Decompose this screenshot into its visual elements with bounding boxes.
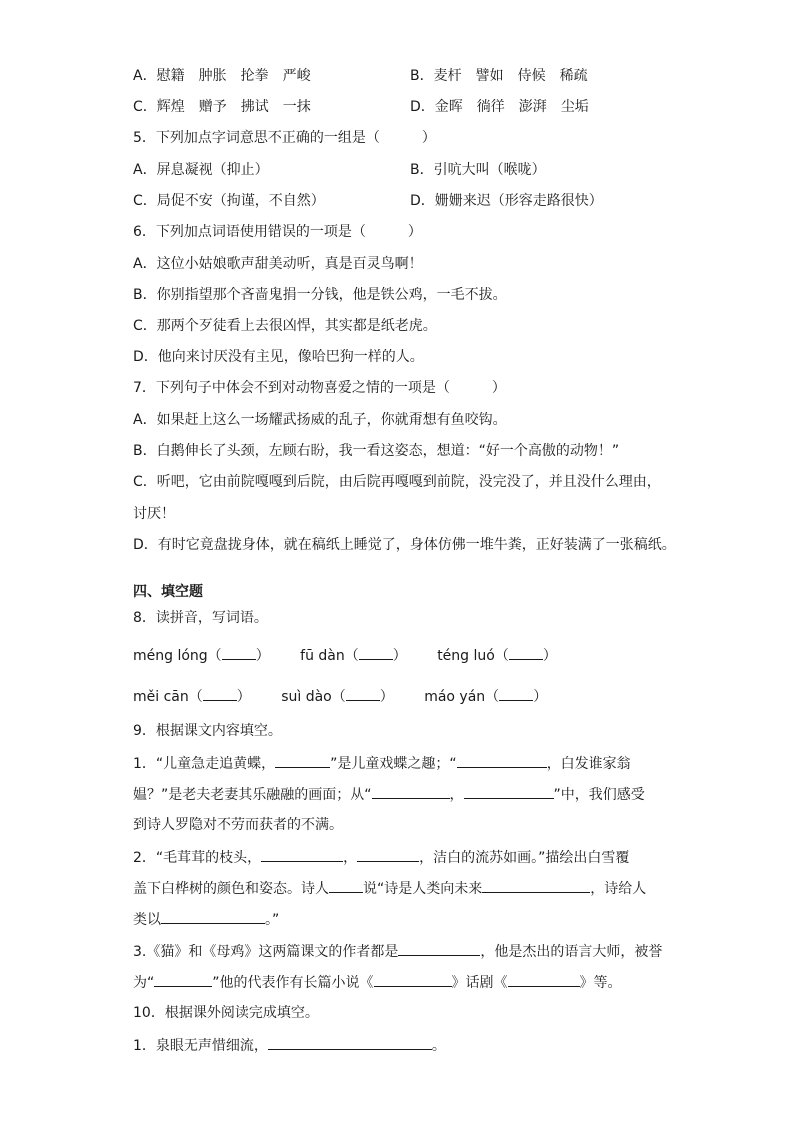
paren-close: ） [255, 648, 270, 664]
q4-option-b: B．麦杆 譬如 侍候 稀疏 [410, 68, 588, 84]
q5-option-c: C．局促不安（拘谨，不自然） [133, 193, 325, 209]
q4-option-d: D．金晖 徜徉 澎湃 尘垢 [410, 99, 589, 115]
pinyin-item [437, 645, 557, 666]
text: 1．泉眼无声惜细流， [133, 1038, 268, 1054]
q5-option-d: D．姗姗来迟（形容走路很快） [410, 193, 603, 209]
section-heading: 四、填空题 [133, 584, 203, 600]
text: 说“诗是人类向未来 [363, 881, 483, 897]
answer-blank[interactable] [268, 1035, 432, 1050]
q7-stem: 7．下列句子中体会不到对动物喜爱之情的一项是（ ） [133, 380, 506, 396]
q6-option-c: C．那两个歹徒看上去很凶悍，其实都是纸老虎。 [133, 318, 437, 334]
q8-stem: 8．读拼音，写词语。 [133, 610, 268, 626]
pinyin-text: fū dàn（ [300, 648, 359, 664]
pinyin-item [133, 645, 270, 666]
answer-blank[interactable] [346, 686, 380, 701]
q8-row-2 [133, 686, 573, 707]
pinyin-item [424, 686, 547, 707]
answer-blank[interactable] [275, 753, 330, 768]
answer-blank[interactable] [372, 784, 450, 799]
q7-option-c-cont: 讨厌！ [133, 506, 175, 522]
text: ”中，我们感受 [553, 787, 645, 803]
q9-part1-line2 [133, 784, 645, 805]
pinyin-text: suì dào（ [281, 689, 346, 705]
q9-part1-line3: 到诗人罗隐对不劳而获者的不满。 [133, 817, 343, 833]
q5-option-b: B．引吭大叫（喉咙） [410, 162, 546, 178]
q5-stem: 5．下列加点字词意思不正确的一组是（ ） [133, 130, 436, 146]
text: 1．“儿童急走追黄蝶， [133, 756, 276, 772]
text: 》话剧《 [451, 975, 508, 991]
q9-stem: 9．根据课文内容填空。 [133, 723, 282, 739]
q5-option-a: A．屏息凝视（抑止） [133, 162, 269, 178]
text: 》等。 [579, 975, 622, 991]
answer-blank[interactable] [374, 972, 452, 987]
pinyin-item [300, 645, 407, 666]
answer-blank[interactable] [398, 941, 480, 956]
text: ，诗给人 [590, 881, 647, 897]
text: ， [449, 787, 464, 803]
q7-option-b: B．白鹅伸长了头颈，左顾右盼，我一看这姿态，想道：“好一个高傲的动物！” [133, 443, 620, 459]
q4-option-c: C．辉煌 赠予 拂试 一抹 [133, 99, 311, 115]
pinyin-item [133, 686, 251, 707]
answer-blank[interactable] [509, 645, 543, 660]
q7-option-d: D．有时它竟盘拢身体，就在稿纸上睡觉了，身体仿佛一堆牛粪，正好装满了一张稿纸。 [133, 537, 676, 553]
paren-close: ） [542, 648, 557, 664]
text: ”他的代表作有长篇小说《 [212, 975, 374, 991]
answer-blank[interactable] [464, 784, 554, 799]
pinyin-text: méng lóng（ [133, 648, 222, 664]
q9-part1-line1 [133, 753, 631, 774]
paren-close: ） [392, 648, 407, 664]
q10-part1 [133, 1035, 446, 1056]
answer-blank[interactable] [154, 972, 212, 987]
q8-row-1 [133, 645, 583, 666]
pinyin-text: máo yán（ [424, 689, 500, 705]
answer-blank[interactable] [457, 753, 547, 768]
text: 。” [265, 912, 280, 928]
paren-close: ） [533, 689, 548, 705]
answer-blank[interactable] [329, 878, 363, 893]
answer-blank[interactable] [508, 972, 580, 987]
q4-option-a: A．慰籍 肿胀 抡拳 严峻 [133, 68, 311, 84]
answer-blank[interactable] [261, 847, 343, 862]
q7-option-c: C．听吧，它由前院嘎嘎到后院，由后院再嘎嘎到前院，没完没了，并且没什么理由， [133, 474, 661, 490]
paren-close: ） [379, 689, 394, 705]
answer-blank[interactable] [482, 878, 590, 893]
pinyin-item [281, 686, 394, 707]
q6-option-d: D．他向来讨厌没有主见，像哈巴狗一样的人。 [133, 349, 424, 365]
q9-part2-line2 [133, 878, 646, 899]
q9-part2-line1 [133, 847, 629, 868]
q6-option-a: A．这位小姑娘歌声甜美动听，真是百灵鸟啊！ [133, 256, 423, 272]
q10-stem: 10．根据课外阅读完成填空。 [133, 1005, 319, 1021]
text: ，他是杰出的语言大师，被誉 [480, 944, 663, 960]
answer-blank[interactable] [203, 686, 237, 701]
text: 2．“毛茸茸的枝头， [133, 850, 262, 866]
q6-stem: 6．下列加点词语使用错误的一项是（ ） [133, 224, 422, 240]
text: 类以 [133, 912, 161, 928]
answer-blank[interactable] [359, 645, 393, 660]
pinyin-text: téng luó（ [437, 648, 509, 664]
text: 媪？”是老夫老妻其乐融融的画面；从“ [133, 787, 372, 803]
text: ，白发谁家翁 [546, 756, 631, 772]
text: ”是儿童戏蝶之趣；“ [330, 756, 457, 772]
q9-part3-line2 [133, 972, 622, 993]
q9-part2-line3 [133, 909, 279, 930]
text: ，洁白的流苏如画。”描绘出白雪覆 [419, 850, 630, 866]
answer-blank[interactable] [499, 686, 533, 701]
q9-part3-line1 [133, 941, 662, 962]
text: 盖下白桦树的颜色和姿态。诗人 [133, 881, 329, 897]
paren-close: ） [236, 689, 251, 705]
q6-option-b: B．你别指望那个吝啬鬼捐一分钱，他是铁公鸡，一毛不拔。 [133, 287, 507, 303]
q7-option-a: A．如果赶上这么一场耀武扬威的乱子，你就甭想有鱼咬钩。 [133, 412, 507, 428]
answer-blank[interactable] [161, 909, 265, 924]
answer-blank[interactable] [222, 645, 256, 660]
text: 为“ [133, 975, 155, 991]
text: 。 [431, 1038, 446, 1054]
answer-blank[interactable] [357, 847, 419, 862]
text: 3.《猫》和《母鸡》这两篇课文的作者都是 [133, 944, 399, 960]
text: ， [343, 850, 358, 866]
pinyin-text: měi cān（ [133, 689, 203, 705]
